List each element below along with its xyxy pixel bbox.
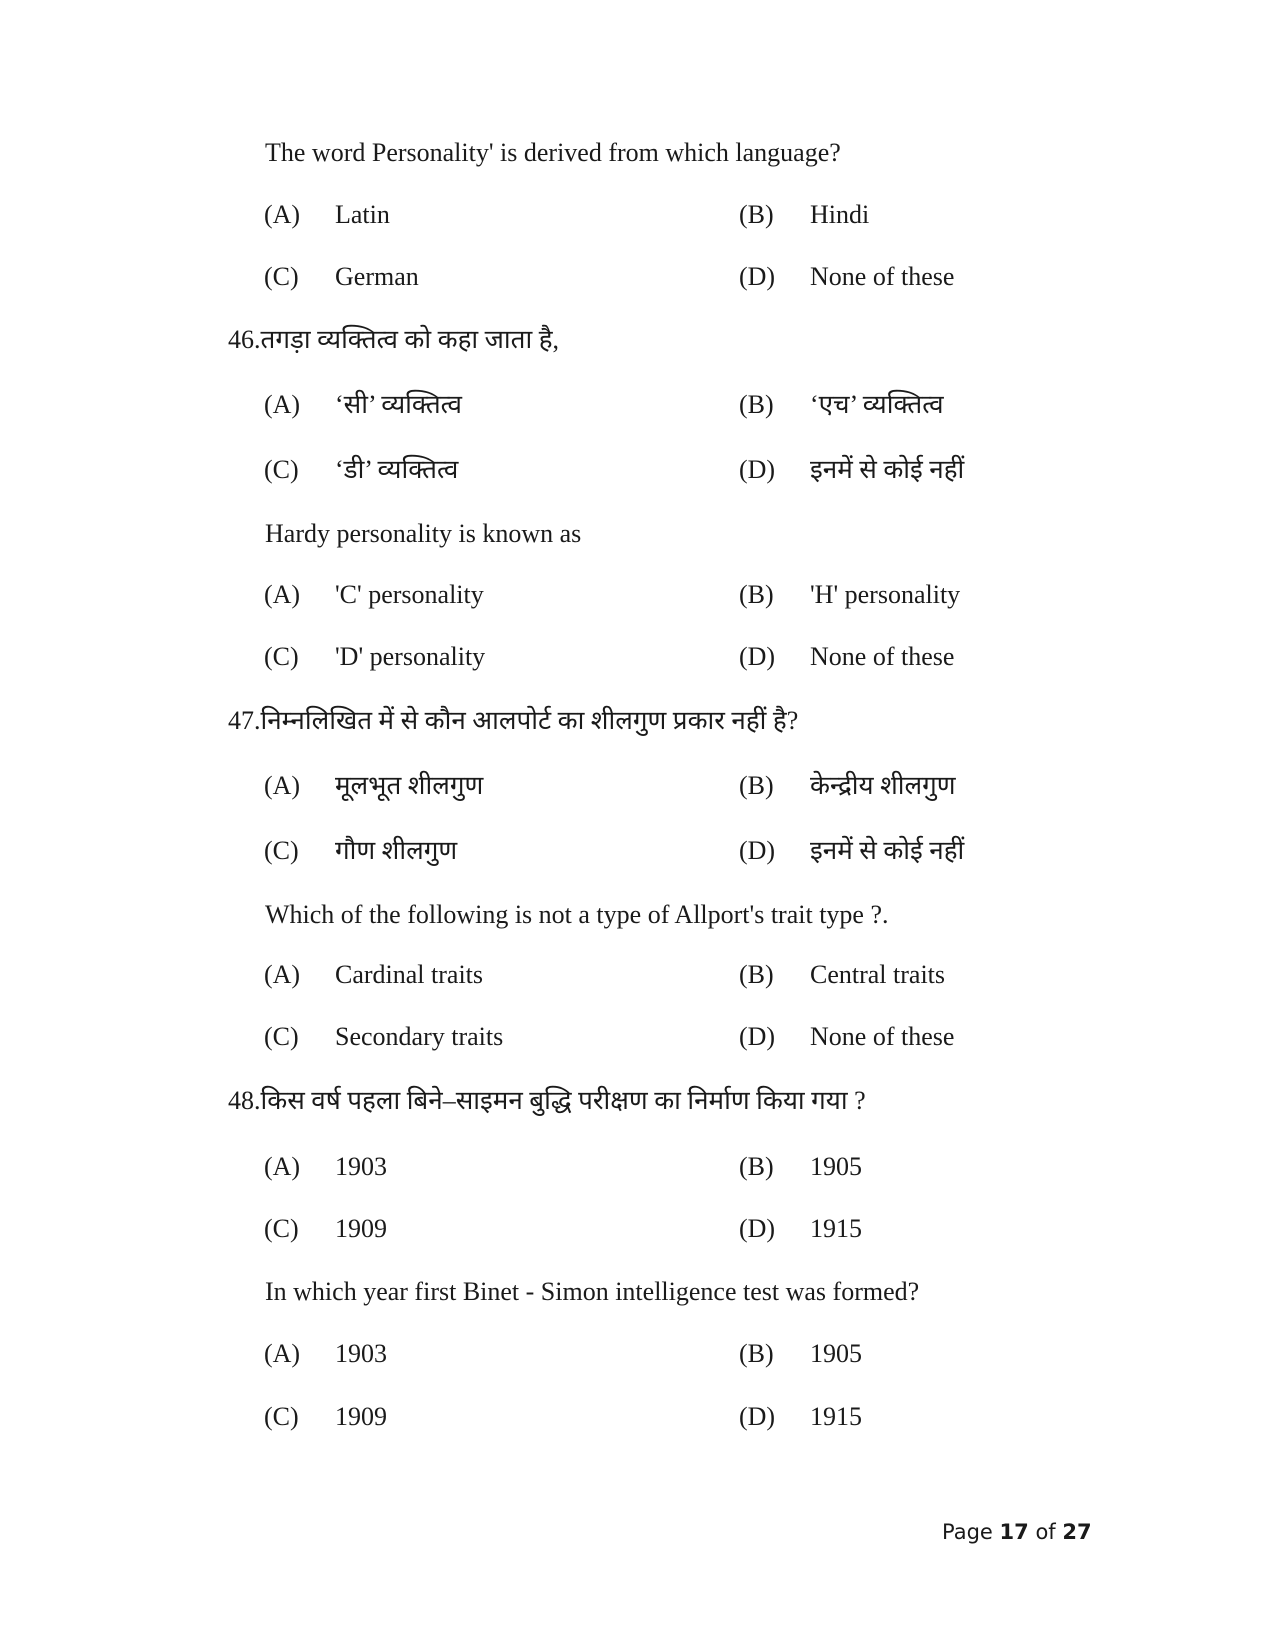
question-48-hindi xyxy=(228,1088,866,1114)
q48-hi-option-a-text: 1903 xyxy=(335,1152,387,1181)
q47-hi-option-b-text: केन्द्रीय शीलगुण xyxy=(810,771,956,800)
q48-hi-option-d-letter: (D) xyxy=(739,1214,776,1243)
q45-en-option-a-letter: (A) xyxy=(264,200,301,229)
q48-en-option-a-text: 1903 xyxy=(335,1339,387,1368)
q47-hi-option-c-letter: (C) xyxy=(264,836,299,865)
q46-hi-option-d-letter: (D) xyxy=(739,455,776,484)
q47-en-option-c-letter: (C) xyxy=(264,1022,299,1051)
q48-en-option-b-text: 1905 xyxy=(810,1339,862,1368)
question-47-number: 47. xyxy=(228,706,261,735)
q46-en-option-c-text: 'D' personality xyxy=(335,642,486,671)
of-word: of xyxy=(1035,1520,1056,1544)
current-page-number: 17 xyxy=(999,1520,1029,1544)
question-48-number: 48. xyxy=(228,1086,261,1115)
q45-en-option-c-text: German xyxy=(335,262,419,291)
q46-en-option-b-letter: (B) xyxy=(739,580,774,609)
q48-hi-option-b-letter: (B) xyxy=(739,1152,774,1181)
q46-en-option-b-text: 'H' personality xyxy=(810,580,961,609)
q47-hi-option-d-text: इनमें से कोई नहीं xyxy=(810,836,965,865)
q48-en-option-a-letter: (A) xyxy=(264,1339,301,1368)
q48-en-option-b-letter: (B) xyxy=(739,1339,774,1368)
q46-en-option-a-text: 'C' personality xyxy=(335,580,484,609)
question-47-hindi-text: निम्नलिखित में से कौन आलपोर्ट का शीलगुण प्रकार नहीं है? xyxy=(260,706,799,735)
total-pages-number: 27 xyxy=(1062,1520,1092,1544)
q47-en-option-b-text: Central traits xyxy=(810,960,946,989)
question-46-number: 46. xyxy=(228,325,261,354)
q46-en-option-c-letter: (C) xyxy=(264,642,299,671)
q47-hi-option-d-letter: (D) xyxy=(739,836,776,865)
q48-hi-option-d-text: 1915 xyxy=(810,1214,862,1243)
q47-en-option-c-text: Secondary traits xyxy=(335,1022,504,1051)
question-48-english-text: In which year first Binet - Simon intelligence test was formed? xyxy=(265,1277,920,1306)
q47-hi-option-a-text: मूलभूत शीलगुण xyxy=(335,771,484,800)
q45-en-option-b-text: Hindi xyxy=(810,200,870,229)
q46-en-option-a-letter: (A) xyxy=(264,580,301,609)
q46-hi-option-a-letter: (A) xyxy=(264,390,301,419)
q45-en-option-c-letter: (C) xyxy=(264,262,299,291)
page-word: Page xyxy=(942,1520,993,1544)
q47-en-option-a-text: Cardinal traits xyxy=(335,960,484,989)
q46-hi-option-a-text: ‘सी’ व्यक्तित्व xyxy=(335,390,463,419)
q46-en-option-d-letter: (D) xyxy=(739,642,776,671)
q46-hi-option-c-text: ‘डी’ व्यक्तित्व xyxy=(335,455,459,484)
question-47-english-text: Which of the following is not a type of Allport's trait type ?. xyxy=(265,900,889,929)
question-47-hindi xyxy=(228,708,798,734)
q48-en-option-c-text: 1909 xyxy=(335,1402,387,1431)
q48-en-option-d-letter: (D) xyxy=(739,1402,776,1431)
q45-en-option-b-letter: (B) xyxy=(739,200,774,229)
q47-en-option-a-letter: (A) xyxy=(264,960,301,989)
q46-hi-option-b-letter: (B) xyxy=(739,390,774,419)
q48-hi-option-a-letter: (A) xyxy=(264,1152,301,1181)
q48-en-option-c-letter: (C) xyxy=(264,1402,299,1431)
q45-en-option-a-text: Latin xyxy=(335,200,390,229)
question-46-hindi-text: तगड़ा व्यक्तित्व को कहा जाता है, xyxy=(260,325,560,354)
question-48-hindi-text: किस वर्ष पहला बिने–साइमन बुद्धि परीक्षण का निर्माण किया गया ? xyxy=(260,1086,866,1115)
q46-hi-option-d-text: इनमें से कोई नहीं xyxy=(810,455,965,484)
q47-en-option-b-letter: (B) xyxy=(739,960,774,989)
q46-en-option-d-text: None of these xyxy=(810,642,955,671)
q45-en-option-d-text: None of these xyxy=(810,262,955,291)
q46-hi-option-c-letter: (C) xyxy=(264,455,299,484)
q48-hi-option-b-text: 1905 xyxy=(810,1152,862,1181)
question-45-english-text: The word Personality' is derived from which language? xyxy=(265,138,841,167)
q47-hi-option-a-letter: (A) xyxy=(264,771,301,800)
q47-hi-option-c-text: गौण शीलगुण xyxy=(335,836,458,865)
q46-hi-option-b-text: ‘एच’ व्यक्तित्व xyxy=(810,390,944,419)
q45-en-option-d-letter: (D) xyxy=(739,262,776,291)
q48-en-option-d-text: 1915 xyxy=(810,1402,862,1431)
question-46-english-text: Hardy personality is known as xyxy=(265,519,582,548)
q47-hi-option-b-letter: (B) xyxy=(739,771,774,800)
q48-hi-option-c-letter: (C) xyxy=(264,1214,299,1243)
q48-hi-option-c-text: 1909 xyxy=(335,1214,387,1243)
question-46-hindi xyxy=(228,327,559,353)
page-number-footer xyxy=(942,1520,1092,1544)
q47-en-option-d-text: None of these xyxy=(810,1022,955,1051)
q47-en-option-d-letter: (D) xyxy=(739,1022,776,1051)
